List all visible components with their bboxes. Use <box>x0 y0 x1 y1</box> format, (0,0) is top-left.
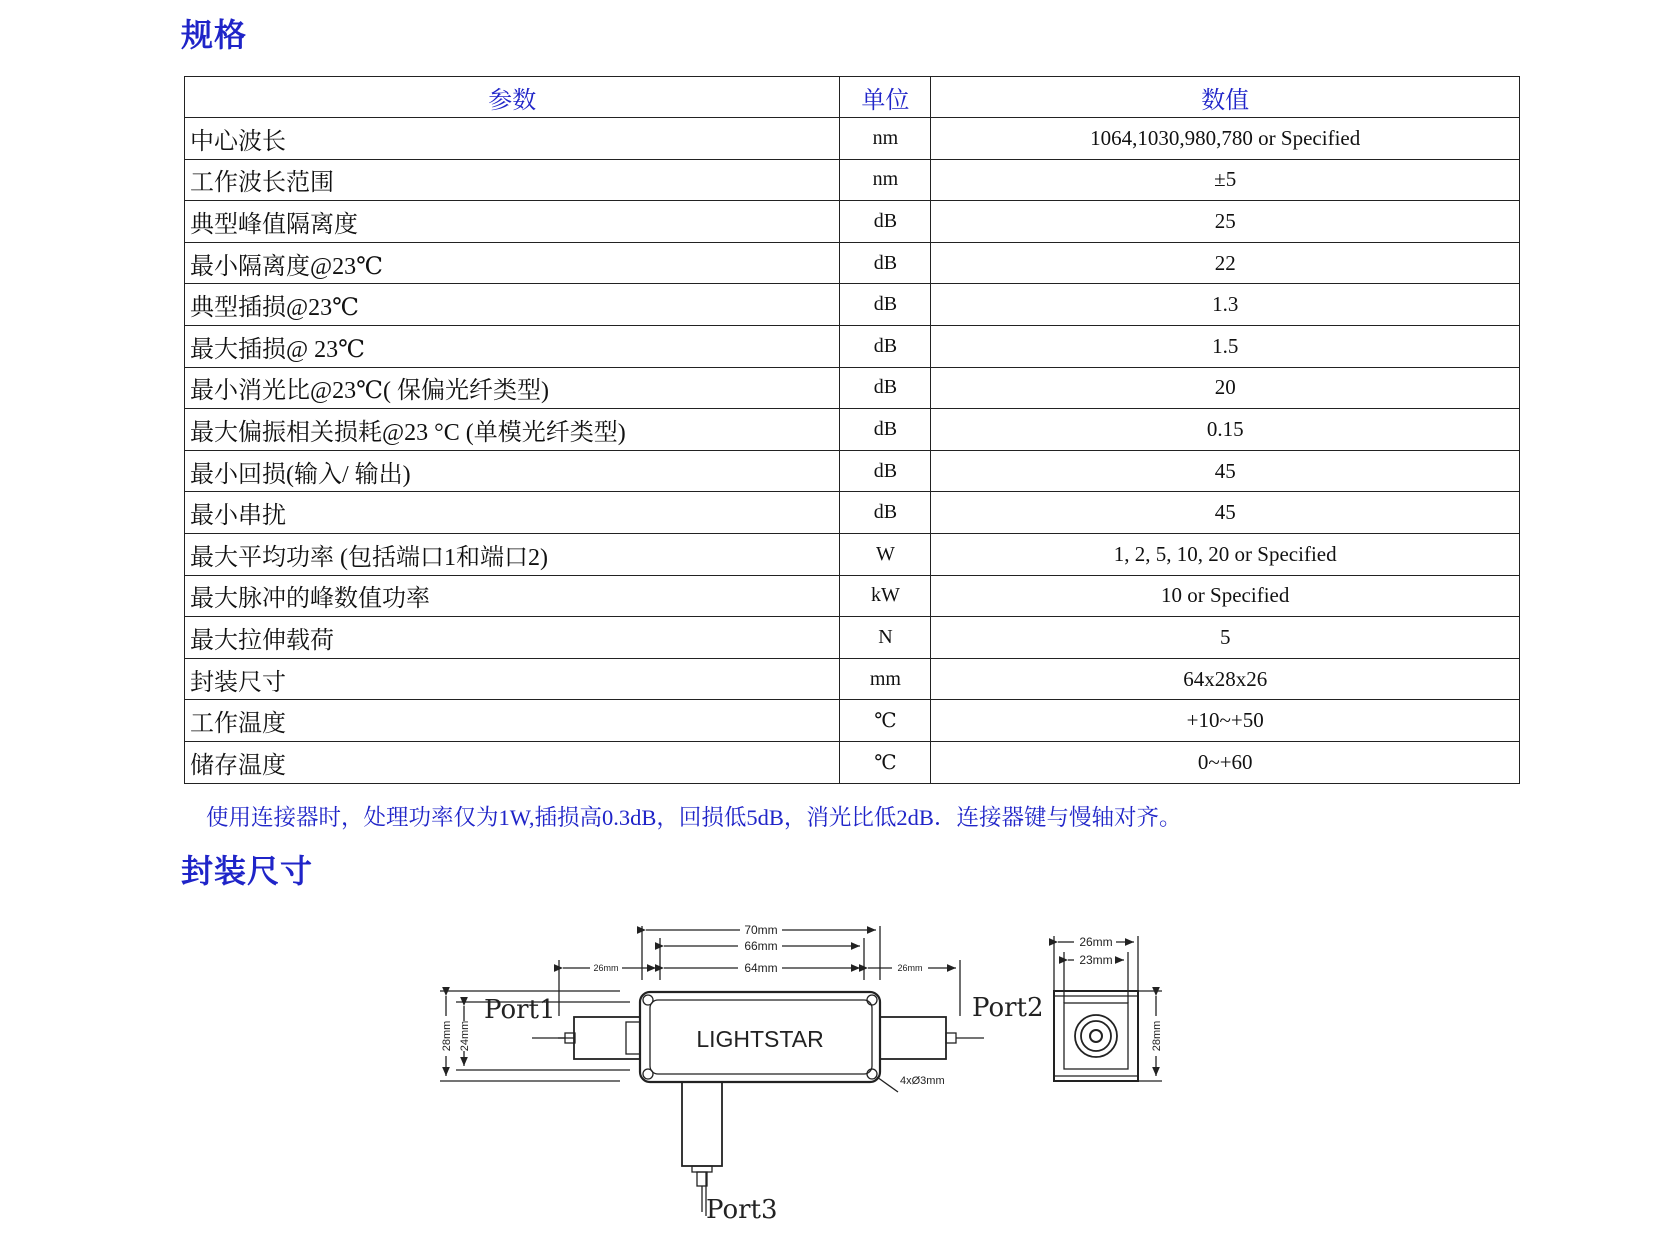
unit-cell: nm <box>840 118 931 160</box>
dim-right-tube: 26mm <box>897 963 923 973</box>
unit-cell: W <box>840 533 931 575</box>
unit-cell: ℃ <box>840 741 931 783</box>
value-cell: 64x28x26 <box>931 658 1520 700</box>
param-cell: 最大插损@ 23℃ <box>185 325 840 367</box>
brand-label: LIGHTSTAR <box>696 1026 824 1052</box>
table-row <box>185 700 1520 742</box>
dim-body: 64mm <box>744 961 778 975</box>
value-cell: 22 <box>931 242 1520 284</box>
value-cell: 5 <box>931 617 1520 659</box>
param-cell: 典型插损@23℃ <box>185 284 840 326</box>
param-cell: 最小隔离度@23℃ <box>185 242 840 284</box>
value-cell: 0.15 <box>931 409 1520 451</box>
table-row <box>185 159 1520 201</box>
value-cell: 0~+60 <box>931 741 1520 783</box>
param-cell: 储存温度 <box>185 741 840 783</box>
table-row <box>185 658 1520 700</box>
unit-cell: ℃ <box>840 700 931 742</box>
table-row <box>185 617 1520 659</box>
table-row <box>185 201 1520 243</box>
table-row <box>185 575 1520 617</box>
package-drawing <box>440 916 1200 1236</box>
param-cell: 工作温度 <box>185 700 840 742</box>
table-row <box>185 118 1520 160</box>
unit-cell: dB <box>840 409 931 451</box>
value-cell: +10~+50 <box>931 700 1520 742</box>
header-value: 数值 <box>931 77 1520 118</box>
value-cell: 1, 2, 5, 10, 20 or Specified <box>931 533 1520 575</box>
dim-height-inner: 24mm <box>459 1020 471 1052</box>
dim-holes: 4xØ3mm <box>900 1075 945 1087</box>
param-cell: 最小消光比@23℃( 保偏光纤类型) <box>185 367 840 409</box>
header-unit: 单位 <box>840 77 931 118</box>
unit-cell: kW <box>840 575 931 617</box>
table-row <box>185 492 1520 534</box>
table-row <box>185 450 1520 492</box>
unit-cell: dB <box>840 492 931 534</box>
port2-label: Port2 <box>972 993 1044 1023</box>
dim-overall-length: 70mm <box>744 923 778 937</box>
param-cell: 中心波长 <box>185 118 840 160</box>
dim-side-height: 28mm <box>1151 1020 1163 1052</box>
value-cell: 25 <box>931 201 1520 243</box>
table-row <box>185 325 1520 367</box>
unit-cell: dB <box>840 325 931 367</box>
value-cell: 45 <box>931 450 1520 492</box>
dim-body-with-ears: 66mm <box>744 939 778 953</box>
port3-label: Port3 <box>706 1195 778 1225</box>
table-header-row <box>185 77 1520 118</box>
table-row <box>185 284 1520 326</box>
table-row <box>185 533 1520 575</box>
param-cell: 典型峰值隔离度 <box>185 201 840 243</box>
table-row <box>185 242 1520 284</box>
param-cell: 最小串扰 <box>185 492 840 534</box>
dim-side-width-outer: 26mm <box>1079 935 1113 949</box>
param-cell: 最大平均功率 (包括端口1和端口2) <box>185 533 840 575</box>
package-heading: 封装尺寸 <box>181 852 314 890</box>
unit-cell: nm <box>840 159 931 201</box>
param-cell: 最大偏振相关损耗@23 °C (单模光纤类型) <box>185 409 840 451</box>
value-cell: ±5 <box>931 159 1520 201</box>
spec-table <box>184 76 1520 784</box>
table-row <box>185 409 1520 451</box>
param-cell: 工作波长范围 <box>185 159 840 201</box>
param-cell: 最小回损(输入/ 输出) <box>185 450 840 492</box>
value-cell: 10 or Specified <box>931 575 1520 617</box>
unit-cell: dB <box>840 367 931 409</box>
port1-label: Port1 <box>484 995 556 1025</box>
param-cell: 最大拉伸载荷 <box>185 617 840 659</box>
dim-left-tube: 26mm <box>593 963 619 973</box>
value-cell: 1.5 <box>931 325 1520 367</box>
unit-cell: mm <box>840 658 931 700</box>
unit-cell: N <box>840 617 931 659</box>
param-cell: 封装尺寸 <box>185 658 840 700</box>
dim-side-width-inner: 23mm <box>1079 953 1113 967</box>
unit-cell: dB <box>840 450 931 492</box>
dim-height-outer: 28mm <box>441 1020 453 1052</box>
connector-note: 使用连接器时，处理功率仅为1W,插损高0.3dB，回损低5dB，消光比低2dB．连接器键与慢轴对齐。 <box>206 805 1182 830</box>
table-row <box>185 741 1520 783</box>
value-cell: 1064,1030,980,780 or Specified <box>931 118 1520 160</box>
unit-cell: dB <box>840 242 931 284</box>
value-cell: 1.3 <box>931 284 1520 326</box>
value-cell: 45 <box>931 492 1520 534</box>
unit-cell: dB <box>840 201 931 243</box>
spec-heading: 规格 <box>181 16 248 54</box>
table-row <box>185 367 1520 409</box>
value-cell: 20 <box>931 367 1520 409</box>
unit-cell: dB <box>840 284 931 326</box>
param-cell: 最大脉冲的峰数值功率 <box>185 575 840 617</box>
header-param: 参数 <box>185 77 840 118</box>
